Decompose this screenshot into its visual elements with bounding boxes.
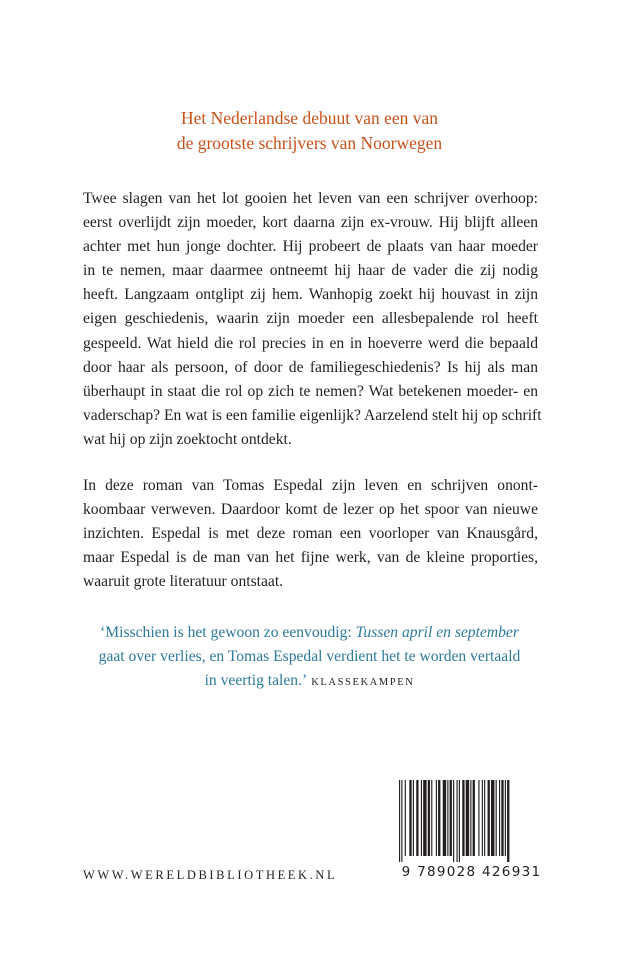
quote-line: gaat over verlies, en Tomas Espedal verdient het te worden vertaald [98, 648, 521, 665]
quote-line [0, 669, 619, 695]
quote-book-title: Tussen april en september [355, 624, 519, 641]
author-line: inzichten. Espedal is met deze roman een voorloper van Knausgård, [83, 525, 538, 543]
author-paragraph [83, 474, 538, 594]
barcode-bar [401, 780, 402, 862]
barcode-bar [459, 780, 460, 862]
review-quote [0, 621, 619, 695]
synopsis-line: achter met hun jonge dochter. Hij probeert de plaats van haar moeder [83, 238, 538, 256]
synopsis-line: heeft. Langzaam ontglipt zij hem. Wanhopig zoekt hij houvast in zijn [83, 286, 538, 304]
barcode-bar [399, 780, 400, 862]
barcode-bar [438, 780, 440, 856]
barcode-bar [473, 780, 475, 856]
barcode-bar [443, 780, 446, 856]
barcode-icon [397, 780, 546, 862]
barcode-bar [409, 780, 411, 856]
barcode-bar [478, 780, 479, 856]
author-line: In deze roman van Tomas Espedal zijn leven en schrijven onont- [83, 477, 538, 494]
barcode-bar [416, 780, 418, 856]
headline [0, 106, 619, 156]
barcode-bar [431, 780, 432, 856]
barcode-bar [450, 780, 452, 856]
synopsis-line: eerst overlijdt zijn moeder, kort daarna zijn ex-vrouw. Hij blijft alleen [83, 214, 538, 232]
barcode-bar [484, 780, 485, 856]
barcode-bar [499, 780, 500, 856]
barcode-bar [505, 780, 506, 856]
headline-line: de grootste schrijvers van Noorwegen [176, 133, 443, 153]
barcode-bar [482, 780, 483, 856]
barcode-bar [413, 780, 414, 856]
headline-line: Het Nederlandse debuut van een van [180, 108, 439, 128]
barcode-bar [507, 780, 509, 862]
author-line: maar Espedal is de man van het fijne werk, van de kleine proporties, [83, 549, 538, 567]
author-line: waaruit grote literatuur ontstaat. [83, 573, 284, 591]
synopsis-line: door haar als persoon, of door de familiegeschiedenis? Is hij als man [83, 358, 538, 376]
barcode-bar [423, 780, 426, 856]
synopsis-line: gespeeld. Wat hield die rol precies in en in hoeverre werd die bepaald [83, 334, 538, 352]
barcode-bar [488, 780, 490, 856]
quote-source: KLASSEKAMPEN [311, 677, 415, 688]
barcode-bar [501, 780, 503, 856]
synopsis-line: eigen geschiedenis, waarin zijn moeder een allesbepalende rol heeft [83, 310, 538, 328]
isbn-number: 9 789028 426931 [401, 864, 542, 880]
synopsis-line: in te nemen, maar daarmee ontneemt hij haar de vader die zij nodig [83, 262, 538, 280]
barcode-bar [453, 780, 454, 862]
author-line: koombaar verweven. Daardoor komt de lezer op het spoor van nieuwe [83, 501, 538, 519]
barcode-bar [436, 780, 437, 856]
quote-line [0, 621, 619, 645]
synopsis-line: wat hij op zijn zoektocht ontdekt. [83, 430, 292, 448]
synopsis-paragraph [83, 187, 542, 452]
publisher-website: WWW.WERELDBIBLIOTHEEK.NL [83, 868, 338, 882]
barcode-bar [496, 780, 497, 856]
isbn-barcode [397, 780, 546, 902]
barcode-bar [447, 780, 448, 856]
quote-text: in veertig talen.’ [204, 672, 308, 689]
barcode-bar [466, 780, 469, 856]
barcode-bar [428, 780, 430, 856]
barcode-bar [457, 780, 458, 862]
quote-text: ‘Misschien is het gewoon zo eenvoudig: [100, 624, 356, 641]
barcode-bar [462, 780, 464, 856]
barcode-bar [470, 780, 471, 856]
barcode-bar [405, 780, 406, 856]
barcode-bar [421, 780, 422, 856]
synopsis-line: Twee slagen van het lot gooien het leven van een schrijver overhoop: [83, 190, 538, 207]
synopsis-line: überhaupt in staat die rol op zich te nemen? Wat betekenen moeder- en [83, 382, 538, 400]
barcode-bar [491, 780, 494, 856]
synopsis-line: vaderschap? En wat is een familie eigenlijk? Aarzelend stelt hij op schrift [83, 406, 542, 424]
